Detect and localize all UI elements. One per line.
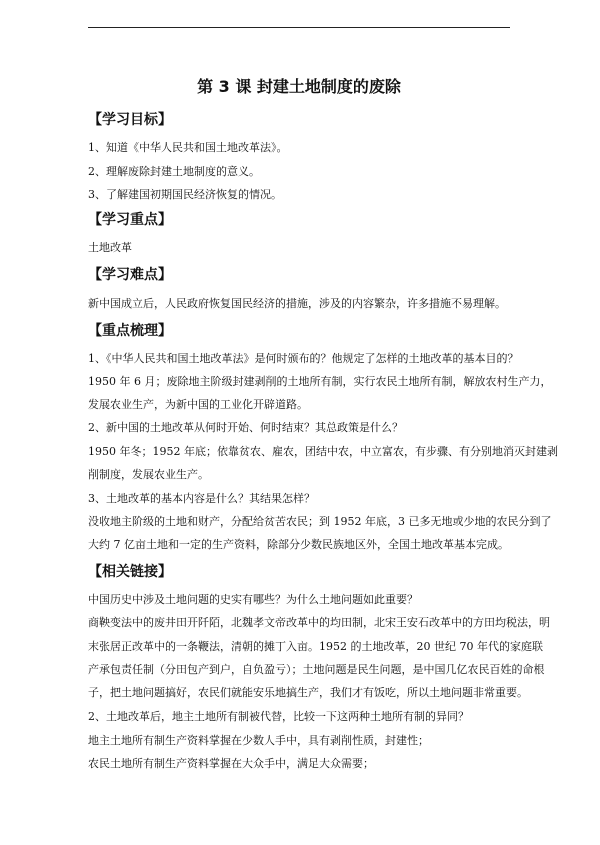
difficulty-text: 新中国成立后，人民政府恢复国民经济的措施，涉及的内容繁杂，许多措施不易理解。 bbox=[88, 297, 506, 310]
links-heading: 【相关链接】 bbox=[88, 564, 172, 580]
links-line: 商鞅变法中的废井田开阡陌，北魏孝文帝改革中的均田制，北宋王安石改革中的方田均税法，明 bbox=[88, 616, 550, 629]
goal-item: 2、理解废除封建土地制度的意义。 bbox=[88, 165, 260, 178]
links-line: 产承包责任制（分田包产到户，自负盈亏）；土地问题是民生问题，是中国几亿农民百姓的命根 bbox=[88, 663, 545, 676]
difficulty-heading: 【学习难点】 bbox=[88, 267, 172, 283]
review-line: 1950 年冬；1952 年底；依靠贫农、雇农，团结中农，中立富农，有步骤、有分别地消灭封建剥 bbox=[88, 445, 558, 458]
review-line: 1950 年 6 月；废除地主阶级封建剥削的土地所有制，实行农民土地所有制，解放农村生产力， bbox=[88, 375, 552, 388]
links-line: 末张居正改革中的一条鞭法，清朝的摊丁入亩。1952 的土地改革，20 世纪 70 年代的家庭联 bbox=[88, 640, 543, 653]
focus-heading: 【学习重点】 bbox=[88, 212, 172, 228]
goals-heading: 【学习目标】 bbox=[88, 112, 172, 128]
review-line: 2、新中国的土地改革从何时开始、何时结束？其总政策是什么？ bbox=[88, 421, 403, 434]
links-line: 中国历史中涉及土地问题的史实有哪些？为什么土地问题如此重要？ bbox=[88, 593, 418, 606]
links-line: 地主土地所有制生产资料掌握在少数人手中，具有剥削性质，封建性； bbox=[88, 734, 429, 747]
review-line: 发展农业生产，为新中国的工业化开辟道路。 bbox=[88, 398, 308, 411]
goal-item: 3、了解建国初期国民经济恢复的情况。 bbox=[88, 188, 282, 201]
links-line: 2、土地改革后，地主土地所有制被代替，比较一下这两种土地所有制的异同？ bbox=[88, 710, 469, 723]
focus-text: 土地改革 bbox=[88, 241, 132, 254]
review-line: 3、土地改革的基本内容是什么？其结果怎样？ bbox=[88, 492, 315, 505]
top-rule bbox=[88, 27, 510, 28]
review-line: 没收地主阶级的土地和财产，分配给贫苦农民；到 1952 年底，3 已多无地或少地的农民分到了 bbox=[88, 515, 552, 528]
review-heading: 【重点梳理】 bbox=[88, 323, 172, 339]
review-line: 1、《中华人民共和国土地改革法》是何时颁布的？他规定了怎样的土地改革的基本目的？ bbox=[88, 352, 519, 365]
review-line: 大约 7 亿亩土地和一定的生产资料，除部分少数民族地区外，全国土地改革基本完成。 bbox=[88, 538, 509, 551]
goal-item: 1、知道《中华人民共和国土地改革法》。 bbox=[88, 141, 288, 154]
lesson-title: 第 3 课 封建土地制度的废除 bbox=[197, 77, 401, 96]
links-line: 农民土地所有制生产资料掌握在大众手中，满足大众需要； bbox=[88, 757, 374, 770]
review-line: 削制度，发展农业生产。 bbox=[88, 468, 209, 481]
links-line: 子，把土地问题搞好，农民们就能安乐地搞生产，我们才有饭吃，所以土地问题非常重要。 bbox=[88, 686, 528, 699]
